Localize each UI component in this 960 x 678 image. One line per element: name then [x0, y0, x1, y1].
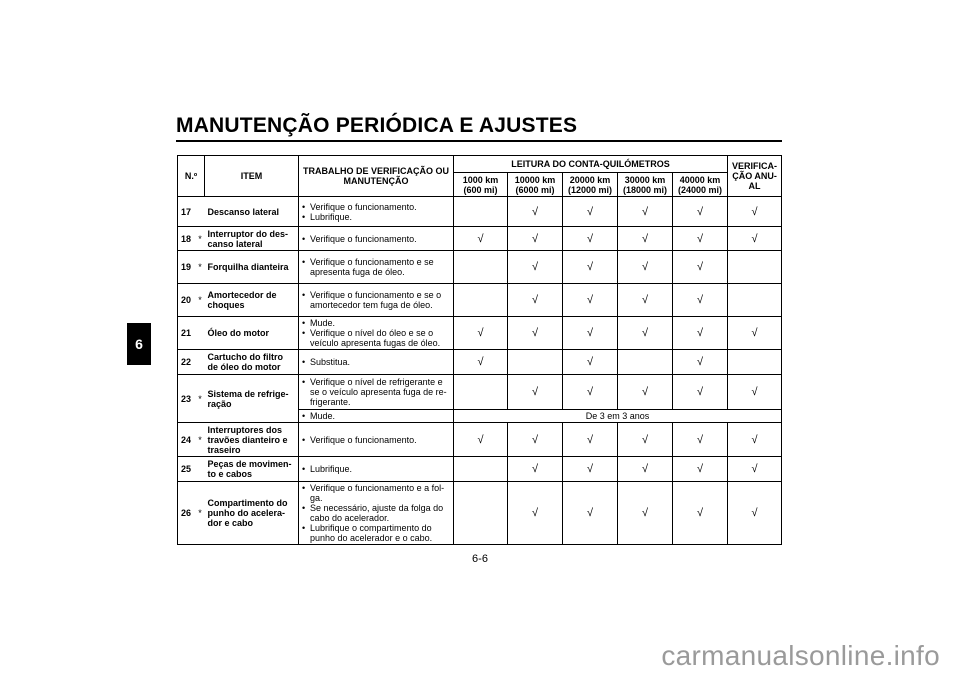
- task-item: • Substitua.: [302, 357, 450, 367]
- check-cell: [508, 350, 563, 375]
- check-cell: √: [618, 251, 673, 284]
- row-star: [196, 457, 205, 482]
- row-item: Amortecedor de choques: [205, 284, 299, 317]
- check-cell: √: [673, 284, 728, 317]
- check-cell: [728, 284, 782, 317]
- table-row: [178, 317, 782, 350]
- check-cell: [454, 197, 508, 227]
- check-cell: √: [454, 227, 508, 251]
- check-cell: √: [508, 284, 563, 317]
- check-cell: √: [673, 482, 728, 545]
- check-cell: √: [673, 227, 728, 251]
- header-km-1: [508, 173, 563, 197]
- check-cell: √: [454, 423, 508, 457]
- task-item: • Lubrifique.: [302, 464, 450, 474]
- task-item: • Mude.: [302, 318, 450, 328]
- check-cell: √: [673, 423, 728, 457]
- check-cell: [454, 284, 508, 317]
- task-list: [302, 257, 450, 277]
- row-number: 21: [178, 317, 196, 350]
- check-cell: [454, 251, 508, 284]
- page-title: MANUTENÇÃO PERIÓDICA E AJUSTES: [176, 114, 578, 137]
- check-cell: √: [563, 457, 618, 482]
- check-cell: √: [618, 457, 673, 482]
- check-cell: √: [563, 482, 618, 545]
- header-km-value: 30000 km: [624, 174, 666, 185]
- row-tasks: [299, 423, 454, 457]
- page-number: 6-6: [472, 553, 488, 565]
- task-list: [302, 357, 450, 367]
- check-cell: [454, 375, 508, 410]
- task-list: [302, 377, 450, 407]
- row-tasks: [299, 375, 454, 410]
- row-number: 19: [178, 251, 196, 284]
- row-tasks: [299, 482, 454, 545]
- task-list: [302, 290, 450, 310]
- row-number: 26: [178, 482, 196, 545]
- check-cell: √: [563, 350, 618, 375]
- check-cell: √: [618, 317, 673, 350]
- row-item: Cartucho do filtro de óleo do motor: [205, 350, 299, 375]
- check-cell: √: [563, 197, 618, 227]
- task-item: • Se necessário, ajuste da folga do cabo do acelerador.: [302, 503, 450, 523]
- check-cell: √: [454, 350, 508, 375]
- row-number: 23: [178, 375, 196, 423]
- row-star: *: [196, 375, 205, 423]
- check-cell: [728, 251, 782, 284]
- check-cell: √: [728, 457, 782, 482]
- check-cell: √: [673, 197, 728, 227]
- check-cell: [454, 482, 508, 545]
- task-list: [302, 411, 450, 421]
- row-tasks: [299, 350, 454, 375]
- row-number: 24: [178, 423, 196, 457]
- header-km-0: [454, 173, 508, 197]
- check-cell: √: [563, 375, 618, 410]
- check-cell: √: [508, 227, 563, 251]
- table-row: [178, 227, 782, 251]
- row-tasks: [299, 457, 454, 482]
- task-item: • Verifique o funcionamento.: [302, 234, 450, 244]
- header-odometer: LEITURA DO CONTA-QUILÓMETROS: [454, 156, 728, 173]
- row-number: 25: [178, 457, 196, 482]
- header-km-4: [673, 173, 728, 197]
- row-star: *: [196, 227, 205, 251]
- row-number: 18: [178, 227, 196, 251]
- task-item: • Verifique o nível de refrigerante e se o veículo apresenta fuga de re-frigerante.: [302, 377, 450, 407]
- task-list: [302, 202, 450, 222]
- check-cell: √: [618, 227, 673, 251]
- row-item: Forquilha dianteira: [205, 251, 299, 284]
- check-cell: √: [728, 375, 782, 410]
- header-km-2: [563, 173, 618, 197]
- check-cell: √: [508, 317, 563, 350]
- task-list: [302, 234, 450, 244]
- table-row: [178, 350, 782, 375]
- check-cell: √: [563, 423, 618, 457]
- check-cell: √: [673, 317, 728, 350]
- task-list: [302, 483, 450, 543]
- check-cell: [728, 350, 782, 375]
- check-cell: √: [618, 375, 673, 410]
- task-item: • Verifique o funcionamento e se apresenta fuga de óleo.: [302, 257, 450, 277]
- task-list: [302, 318, 450, 348]
- check-cell: √: [508, 423, 563, 457]
- check-cell: √: [728, 317, 782, 350]
- header-km-value: 20000 km: [569, 174, 611, 185]
- task-item: • Lubrifique o compartimento do punho do acelerador e o cabo.: [302, 523, 450, 543]
- check-cell: √: [728, 482, 782, 545]
- check-cell: √: [673, 457, 728, 482]
- maintenance-table: [177, 155, 782, 545]
- task-item: • Mude.: [302, 411, 450, 421]
- watermark: carmanualsonline.info: [661, 640, 940, 671]
- check-cell: [618, 350, 673, 375]
- row-item: Sistema de refrige-ração: [205, 375, 299, 423]
- check-cell: √: [728, 197, 782, 227]
- interval-cell: De 3 em 3 anos: [454, 410, 782, 423]
- header-no: N.º: [178, 156, 205, 197]
- check-cell: √: [563, 227, 618, 251]
- row-tasks: [299, 410, 454, 423]
- task-item: • Verifique o funcionamento.: [302, 435, 450, 445]
- row-item: Peças de movimen-to e cabos: [205, 457, 299, 482]
- row-star: *: [196, 251, 205, 284]
- row-number: 20: [178, 284, 196, 317]
- check-cell: √: [673, 350, 728, 375]
- check-cell: √: [508, 457, 563, 482]
- check-cell: √: [618, 284, 673, 317]
- check-cell: √: [728, 227, 782, 251]
- header-mi-value: (24000 mi): [678, 184, 723, 195]
- row-tasks: [299, 251, 454, 284]
- check-cell: √: [563, 317, 618, 350]
- header-km-value: 40000 km: [679, 174, 721, 185]
- table-row: [178, 197, 782, 227]
- check-cell: √: [728, 423, 782, 457]
- check-cell: √: [508, 197, 563, 227]
- row-star: [196, 197, 205, 227]
- header-mi-value: (6000 mi): [515, 184, 555, 195]
- row-star: [196, 350, 205, 375]
- table-row: [178, 423, 782, 457]
- task-item: • Verifique o nível do óleo e se o veículo apresenta fugas de óleo.: [302, 328, 450, 348]
- task-item: • Lubrifique.: [302, 212, 450, 222]
- row-star: *: [196, 482, 205, 545]
- row-number: 17: [178, 197, 196, 227]
- table-row: [178, 251, 782, 284]
- task-item: • Verifique o funcionamento e a fol-ga.: [302, 483, 450, 503]
- task-list: [302, 464, 450, 474]
- row-star: *: [196, 284, 205, 317]
- header-mi-value: (600 mi): [463, 184, 498, 195]
- header-km-value: 10000 km: [514, 174, 556, 185]
- check-cell: [454, 457, 508, 482]
- task-item: • Verifique o funcionamento.: [302, 202, 450, 212]
- header-annual: VERIFICA-ÇÃO ANU-AL: [728, 156, 782, 197]
- check-cell: √: [508, 482, 563, 545]
- header-km-3: [618, 173, 673, 197]
- table-row: [178, 482, 782, 545]
- check-cell: √: [563, 284, 618, 317]
- header-work: TRABALHO DE VERIFICAÇÃO OU MANUTENÇÃO: [299, 156, 454, 197]
- check-cell: √: [454, 317, 508, 350]
- row-number: 22: [178, 350, 196, 375]
- table-row: [178, 284, 782, 317]
- row-tasks: [299, 197, 454, 227]
- header-mi-value: (18000 mi): [623, 184, 668, 195]
- task-list: [302, 435, 450, 445]
- section-tab: 6: [127, 323, 151, 365]
- task-item: • Verifique o funcionamento e se o amortecedor tem fuga de óleo.: [302, 290, 450, 310]
- check-cell: √: [618, 423, 673, 457]
- check-cell: √: [673, 251, 728, 284]
- header-item: ITEM: [205, 156, 299, 197]
- row-item: Compartimento do punho do acelera-dor e cabo: [205, 482, 299, 545]
- table-row: [178, 457, 782, 482]
- row-tasks: [299, 284, 454, 317]
- check-cell: √: [508, 375, 563, 410]
- row-item: Interruptor do des-canso lateral: [205, 227, 299, 251]
- row-item: Interruptores dos travões dianteiro e traseiro: [205, 423, 299, 457]
- row-item: Descanso lateral: [205, 197, 299, 227]
- check-cell: √: [508, 251, 563, 284]
- table-row: [178, 375, 782, 410]
- check-cell: √: [618, 197, 673, 227]
- row-tasks: [299, 227, 454, 251]
- check-cell: √: [618, 482, 673, 545]
- row-tasks: [299, 317, 454, 350]
- row-star: [196, 317, 205, 350]
- check-cell: √: [673, 375, 728, 410]
- header-mi-value: (12000 mi): [568, 184, 613, 195]
- row-item: Óleo do motor: [205, 317, 299, 350]
- check-cell: √: [563, 251, 618, 284]
- header-km-value: 1000 km: [462, 174, 499, 185]
- row-star: *: [196, 423, 205, 457]
- title-rule: [176, 140, 782, 142]
